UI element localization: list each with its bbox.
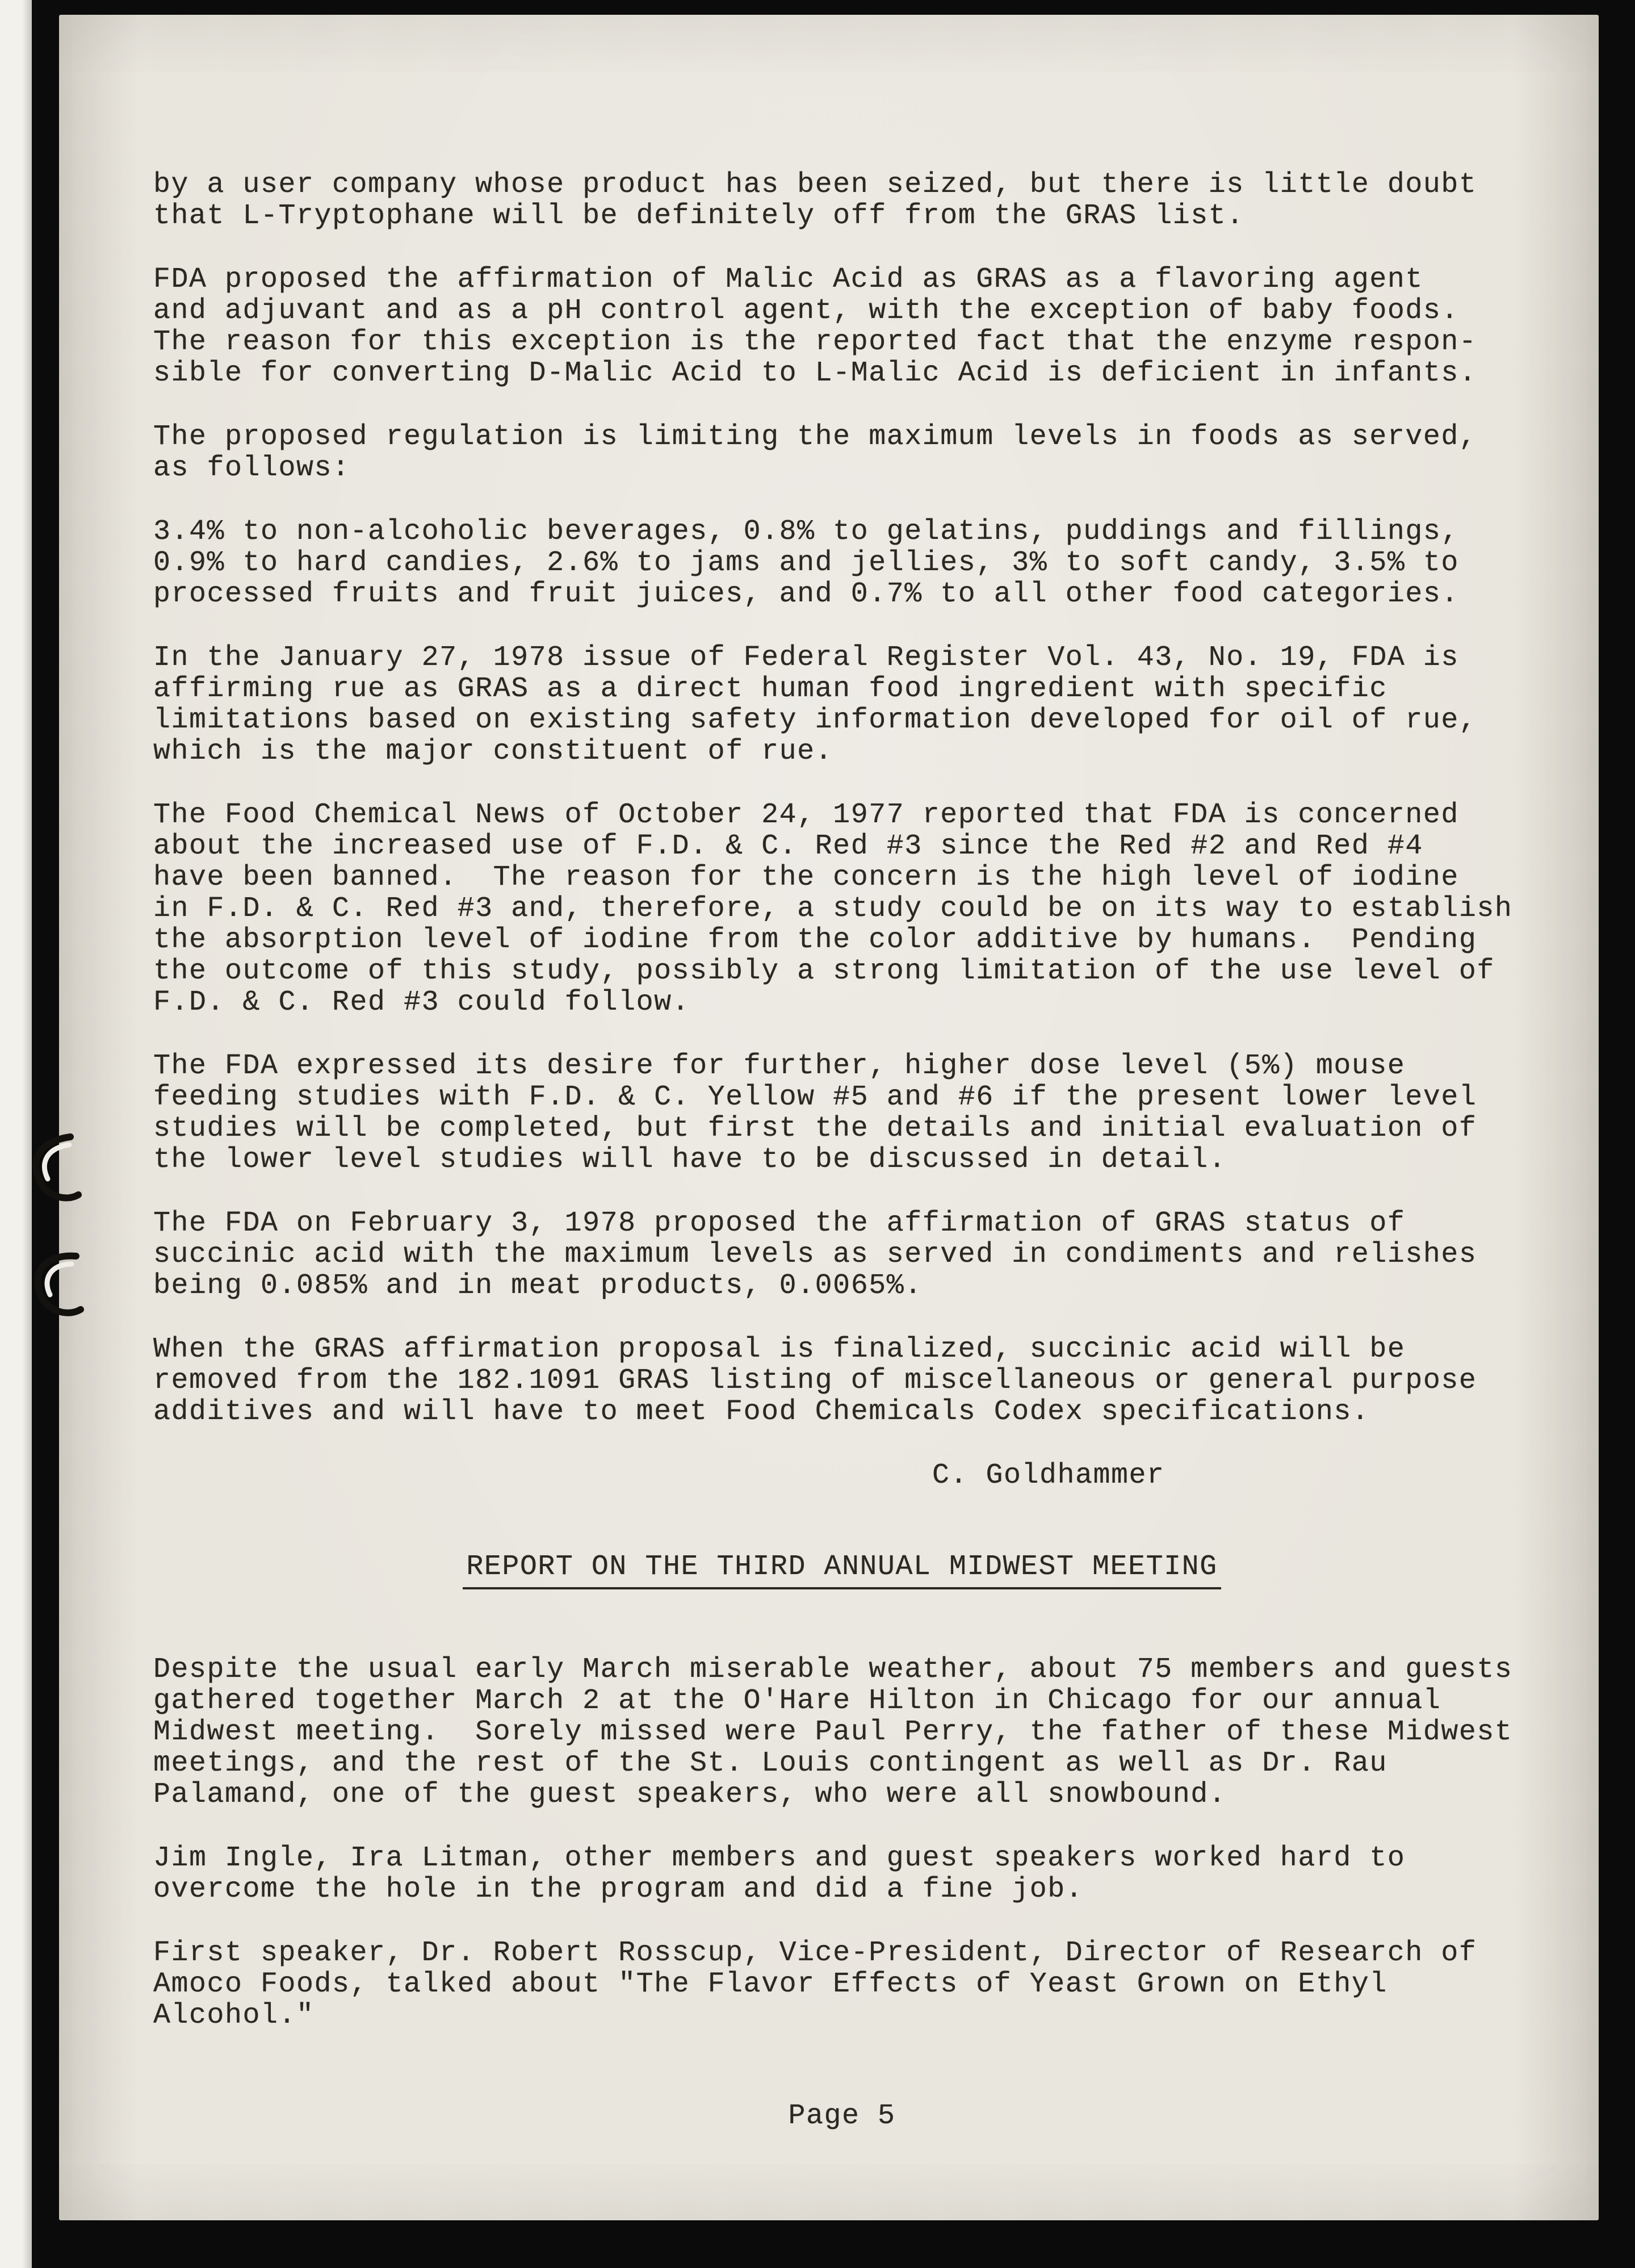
paragraph xyxy=(153,800,1531,1018)
paragraph xyxy=(153,421,1531,484)
text-line: gathered together March 2 at the O'Hare Hilton in Chicago for our annual xyxy=(153,1685,1441,1717)
binder-ring-icon xyxy=(25,1248,93,1322)
text-line: studies will be completed, but first the details and initial evaluation of xyxy=(153,1112,1477,1145)
text-line: The FDA on February 3, 1978 proposed the affirmation of GRAS status of xyxy=(153,1207,1406,1240)
text-line: about the increased use of F.D. & C. Red #3 since the Red #2 and Red #4 xyxy=(153,830,1423,863)
text-line: the absorption level of iodine from the color additive by humans. Pending xyxy=(153,924,1477,956)
text-line: The reason for this exception is the reported fact that the enzyme respon- xyxy=(153,326,1477,358)
text-line: The Food Chemical News of October 24, 1977 reported that FDA is concerned xyxy=(153,799,1459,831)
text-line: First speaker, Dr. Robert Rosscup, Vice-President, Director of Research of xyxy=(153,1937,1477,1969)
text-line: processed fruits and fruit juices, and 0.7% to all other food categories. xyxy=(153,578,1459,610)
text-line: limitations based on existing safety information developed for oil of rue, xyxy=(153,704,1477,737)
text-line: Amoco Foods, talked about "The Flavor Effects of Yeast Grown on Ethyl xyxy=(153,1968,1387,2001)
paragraph xyxy=(153,1843,1531,1905)
document-page xyxy=(59,15,1599,2220)
gras-updates-section xyxy=(153,169,1531,1428)
text-line: Jim Ingle, Ira Litman, other members and guest speakers worked hard to xyxy=(153,1842,1406,1874)
text-line: as follows: xyxy=(153,452,350,484)
text-line: The FDA expressed its desire for further, higher dose level (5%) mouse xyxy=(153,1050,1406,1082)
text-line: removed from the 182.1091 GRAS listing of miscellaneous or general purpose xyxy=(153,1365,1477,1397)
text-line: the outcome of this study, possibly a strong limitation of the use level of xyxy=(153,955,1495,987)
text-line: When the GRAS affirmation proposal is finalized, succinic acid will be xyxy=(153,1333,1406,1366)
text-line: F.D. & C. Red #3 could follow. xyxy=(153,986,690,1019)
text-line: The proposed regulation is limiting the maximum levels in foods as served, xyxy=(153,421,1477,453)
paragraph xyxy=(153,516,1531,610)
paragraph xyxy=(153,264,1531,389)
text-line: overcome the hole in the program and did a fine job. xyxy=(153,1873,1084,1906)
text-line: in F.D. & C. Red #3 and, therefore, a study could be on its way to establish xyxy=(153,893,1513,925)
paragraph xyxy=(153,169,1531,232)
text-line: feeding studies with F.D. & C. Yellow #5 and #6 if the present lower level xyxy=(153,1081,1477,1114)
text-line: affirming rue as GRAS as a direct human food ingredient with specific xyxy=(153,673,1387,705)
text-line: Alcohol." xyxy=(153,1999,315,2032)
text-line: have been banned. The reason for the concern is the high level of iodine xyxy=(153,861,1459,894)
text-line: succinic acid with the maximum levels as served in condiments and relishes xyxy=(153,1238,1477,1271)
text-line: sible for converting D-Malic Acid to L-Malic Acid is deficient in infants. xyxy=(153,357,1477,390)
text-line: Palamand, one of the guest speakers, who were all snowbound. xyxy=(153,1779,1227,1811)
text-line: meetings, and the rest of the St. Louis contingent as well as Dr. Rau xyxy=(153,1747,1387,1780)
paragraph xyxy=(153,642,1531,767)
text-line: the lower level studies will have to be discussed in detail. xyxy=(153,1144,1227,1176)
page-content xyxy=(153,169,1531,2132)
text-line: by a user company whose product has been seized, but there is little doubt xyxy=(153,169,1477,201)
text-line: and adjuvant and as a pH control agent, with the exception of baby foods. xyxy=(153,295,1459,327)
text-line: FDA proposed the affirmation of Malic Acid as GRAS as a flavoring agent xyxy=(153,263,1423,296)
text-line: Midwest meeting. Sorely missed were Paul Perry, the father of these Midwest xyxy=(153,1716,1513,1748)
text-line: 3.4% to non-alcoholic beverages, 0.8% to gelatins, puddings and fillings, xyxy=(153,516,1459,548)
midwest-meeting-section xyxy=(153,1654,1531,2031)
paragraph xyxy=(153,1654,1531,1810)
section-heading: REPORT ON THE THIRD ANNUAL MIDWEST MEETING xyxy=(463,1551,1221,1589)
paragraph xyxy=(153,1938,1531,2031)
page-number: Page 5 xyxy=(788,2100,896,2132)
binder-ring-icon xyxy=(22,1131,90,1205)
text-line: In the January 27, 1978 issue of Federal Register Vol. 43, No. 19, FDA is xyxy=(153,642,1459,674)
text-line: being 0.085% and in meat products, 0.0065%. xyxy=(153,1270,923,1302)
text-line: Despite the usual early March miserable weather, about 75 members and guests xyxy=(153,1654,1513,1686)
text-line: 0.9% to hard candies, 2.6% to jams and jellies, 3% to soft candy, 3.5% to xyxy=(153,547,1459,579)
text-line: that L-Tryptophane will be definitely off from the GRAS list. xyxy=(153,200,1244,232)
paragraph xyxy=(153,1208,1531,1302)
text-line: additives and will have to meet Food Chemicals Codex specifications. xyxy=(153,1396,1370,1428)
text-line: which is the major constituent of rue. xyxy=(153,735,833,768)
paragraph xyxy=(153,1051,1531,1175)
author-signature: C. Goldhammer xyxy=(932,1459,1165,1492)
section-heading-row xyxy=(153,1551,1531,1589)
paragraph xyxy=(153,1334,1531,1428)
